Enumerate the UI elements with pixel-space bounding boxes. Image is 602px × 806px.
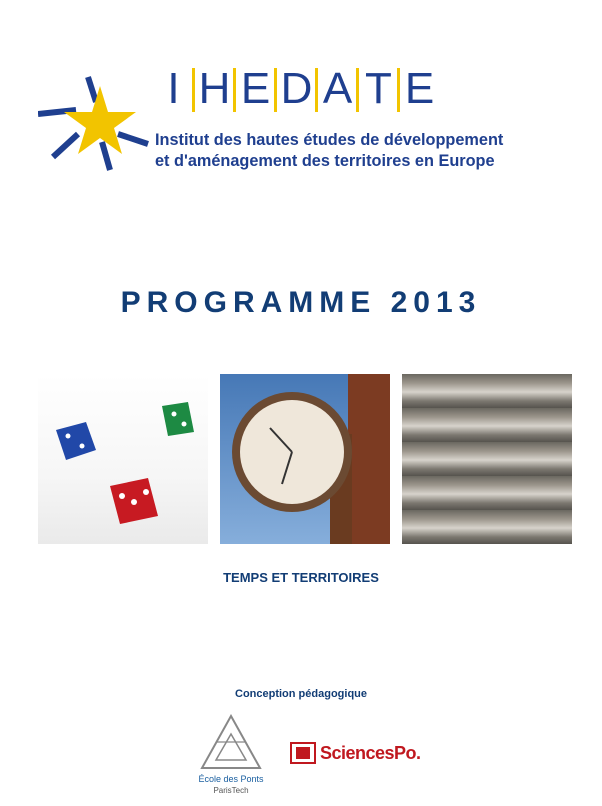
acronym-letter: I — [167, 64, 180, 113]
star-logo-icon — [38, 72, 158, 172]
railway-track-photo — [402, 374, 572, 544]
programme-title: PROGRAMME 2013 — [120, 286, 482, 319]
acronym-letter: T — [358, 62, 399, 116]
section-title: TEMPS ET TERRITOIRES — [223, 570, 379, 585]
sciencespo-emblem-icon — [290, 742, 316, 764]
sciencespo-logo — [290, 740, 421, 766]
acronym — [153, 62, 440, 116]
acronym-letter: E — [235, 62, 276, 116]
dice-photo — [38, 374, 208, 544]
acronym-letter: D — [276, 62, 317, 116]
acronym-letter: E — [399, 62, 440, 116]
acronym-letter: A — [317, 62, 358, 116]
ihedate-logo — [38, 62, 578, 182]
ecole-des-ponts-logo — [196, 714, 266, 806]
institute-name-line2: et d'aménagement des territoires en Europe — [155, 152, 495, 170]
clock-photo — [220, 374, 390, 544]
sciencespo-name: SciencesPo. — [320, 742, 421, 763]
institute-name — [155, 130, 503, 172]
institute-name-line1: Institut des hautes études de développement — [155, 131, 504, 149]
triangle-logo-icon — [196, 714, 266, 772]
ecole-des-ponts-suffix: ParisTech — [213, 786, 249, 795]
conception-label: Conception pédagogique — [235, 688, 367, 700]
ecole-des-ponts-name: École des Ponts — [198, 774, 264, 784]
acronym-letter: H — [194, 62, 235, 116]
